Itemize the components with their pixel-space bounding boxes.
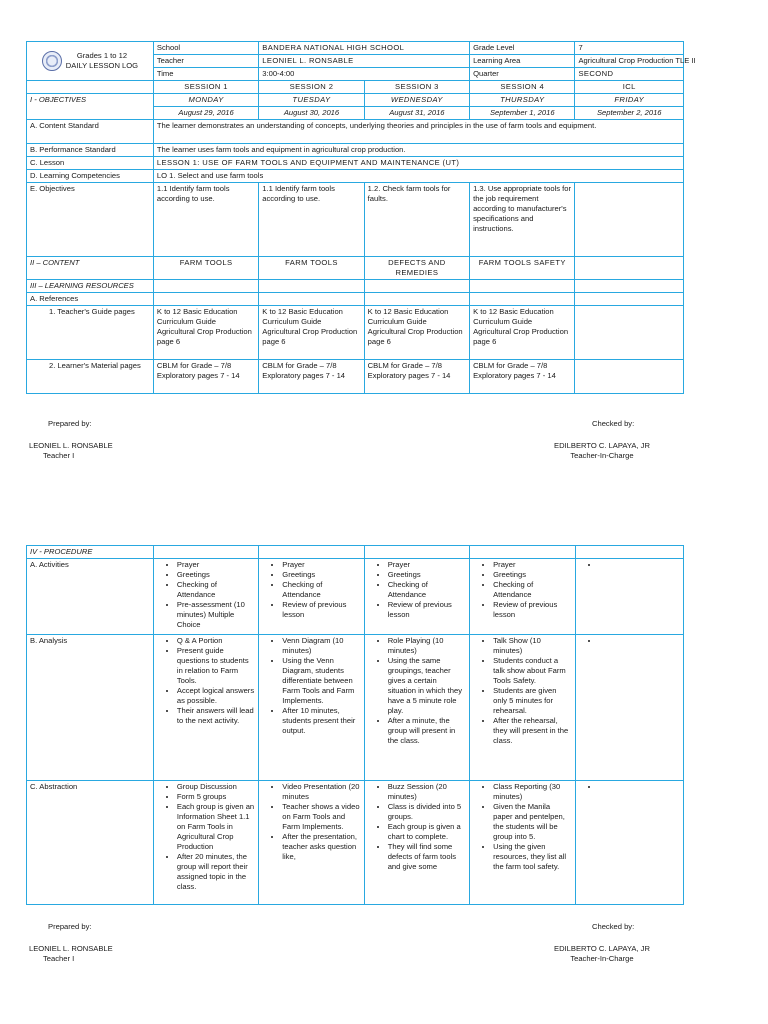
objective-session-4: 1.3. Use appropriate tools for the job requirement according to manufacturer's specifications and instructions.	[470, 183, 575, 257]
area-label: Learning Area	[470, 55, 575, 68]
bullet-item: • Using the same groupings, teacher gives a certain situation in which they have a 5 minute role play.	[388, 656, 466, 716]
checker-block	[554, 441, 650, 461]
activities-label: A. Activities	[27, 559, 154, 635]
objectives-section-label: I - OBJECTIVES	[27, 94, 154, 120]
bullet-item: • Class Reporting (30 minutes)	[493, 782, 571, 802]
learners-material-label: 2. Learner's Material pages	[27, 360, 154, 394]
performance-standard-label: B. Performance Standard	[27, 144, 154, 157]
abstraction-label: C. Abstraction	[27, 781, 154, 905]
time-label: Time	[153, 68, 258, 81]
session-1-day: MONDAY	[153, 94, 258, 107]
bullet-item: • After 20 minutes, the group will report their assigned topic in the class.	[177, 852, 255, 892]
bullet-item: • Greetings	[282, 570, 360, 580]
bullet-item: • Review of previous lesson	[282, 600, 360, 620]
content-session-2: FARM TOOLS	[259, 257, 364, 280]
resources-section-label: III – LEARNING RESOURCES	[27, 280, 154, 293]
material-session-1: CBLM for Grade – 7/8 Exploratory pages 7 - 14	[153, 360, 258, 394]
header-logo-cell	[27, 42, 154, 81]
bullet-item	[599, 560, 680, 570]
session-5-name: ICL	[575, 81, 684, 94]
checker-name-2: EDILBERTO C. LAPAYA, JR	[554, 944, 650, 953]
school-value: BANDERA NATIONAL HIGH SCHOOL	[259, 42, 470, 55]
competencies-value: LO 1. Select and use farm tools	[153, 170, 683, 183]
bullet-item: • Using the given resources, they list all the farm tool safety.	[493, 842, 571, 872]
bullet-item: • Greetings	[388, 570, 466, 580]
prepared-by-label: Prepared by:	[48, 419, 92, 428]
grade-label: Grade Level	[470, 42, 575, 55]
bullet-item: • Each group is given a chart to complete.	[388, 822, 466, 842]
bullet-item: • Accept logical answers as possible.	[177, 686, 255, 706]
abstraction-list-3	[368, 782, 466, 872]
bullet-item: • Checking of Attendance	[282, 580, 360, 600]
activities-list-3	[368, 560, 466, 620]
abstraction-row	[27, 781, 684, 905]
bullet-item: • Review of previous lesson	[388, 600, 466, 620]
abstraction-list-2	[262, 782, 360, 862]
grades-label: Grades 1 to 12	[76, 51, 128, 60]
analysis-row	[27, 635, 684, 781]
bullet-item: • Checking of Attendance	[177, 580, 255, 600]
session-1-name: SESSION 1	[153, 81, 258, 94]
bullet-item: • Form 5 groups	[177, 792, 255, 802]
preparer-name: LEONIEL L. RONSABLE	[29, 441, 113, 450]
bullet-item: • Checking of Attendance	[388, 580, 466, 600]
procedure-section-label: IV - PROCEDURE	[27, 546, 154, 559]
abstraction-list-4	[473, 782, 571, 872]
checker-title-2: Teacher-In-Charge	[570, 954, 634, 963]
checker-name: EDILBERTO C. LAPAYA, JR	[554, 441, 650, 450]
content-session-3: DEFECTS AND REMEDIES	[364, 257, 469, 280]
session-2-name: SESSION 2	[259, 81, 364, 94]
bullet-item: • Given the Manila paper and pentelpen, the students will be group into 5.	[493, 802, 571, 842]
checked-by-label: Checked by:	[592, 419, 635, 428]
activities-list-5	[579, 560, 680, 570]
bullet-item: • Checking of Attendance	[493, 580, 571, 600]
bullet-item: • Prayer	[388, 560, 466, 570]
bullet-item	[599, 636, 680, 646]
bullet-item: • Prayer	[177, 560, 255, 570]
bullet-item: • Q & A Portion	[177, 636, 255, 646]
content-standard-value: The learner demonstrates an understanding of concepts, underlying theories and principles in the use of farm tools and equipment.	[153, 120, 683, 144]
guide-session-2: K to 12 Basic Education Curriculum Guide Agricultural Crop Production page 6	[259, 306, 364, 360]
lesson-label: C. Lesson	[27, 157, 154, 170]
guide-session-1: K to 12 Basic Education Curriculum Guide Agricultural Crop Production page 6	[153, 306, 258, 360]
bullet-item: • Class is divided into 5 groups.	[388, 802, 466, 822]
bullet-item: • Talk Show (10 minutes)	[493, 636, 571, 656]
preparer-name-2: LEONIEL L. RONSABLE	[29, 944, 113, 953]
bullet-item: • Buzz Session (20 minutes)	[388, 782, 466, 802]
bullet-item: • Using the Venn Diagram, students differentiate between Farm Tools and Farm Implements.	[282, 656, 360, 706]
area-value: Agricultural Crop Production TLE II	[575, 55, 684, 68]
bullet-item	[599, 782, 680, 792]
analysis-label: B. Analysis	[27, 635, 154, 781]
analysis-list-5	[579, 636, 680, 646]
activities-list-4	[473, 560, 571, 620]
procedure-table	[26, 545, 684, 905]
bullet-item: • After a minute, the group will present in the class.	[388, 716, 466, 746]
session-4-name: SESSION 4	[470, 81, 575, 94]
material-session-4: CBLM for Grade – 7/8 Exploratory pages 7 - 14	[470, 360, 575, 394]
preparer-title: Teacher I	[43, 451, 75, 460]
bullet-item: • Present guide questions to students in relation to Farm Tools.	[177, 646, 255, 686]
log-title: DAILY LESSON LOG	[65, 61, 139, 70]
session-4-date: September 1, 2016	[470, 107, 575, 120]
bullet-item: • After the rehearsal, they will present in the class.	[493, 716, 571, 746]
objective-session-2: 1.1 Identify farm tools according to use.	[259, 183, 364, 257]
performance-standard-value: The learner uses farm tools and equipment in agricultural crop production.	[153, 144, 683, 157]
abstraction-list-5	[579, 782, 680, 792]
bullet-item: • Group Discussion	[177, 782, 255, 792]
teacher-value: LEONIEL L. RONSABLE	[259, 55, 470, 68]
bullet-item: • Teacher shows a video on Farm Tools and Farm Implements.	[282, 802, 360, 832]
activities-list-1	[157, 560, 255, 630]
activities-list-2	[262, 560, 360, 620]
lesson-log-table	[26, 41, 696, 394]
checker-title: Teacher-In-Charge	[570, 451, 634, 460]
objective-session-1: 1.1 Identify farm tools according to use.	[153, 183, 258, 257]
content-session-5	[575, 257, 684, 280]
objectives-label: E. Objectives	[27, 183, 154, 257]
session-3-date: August 31, 2016	[364, 107, 469, 120]
session-3-day: WEDNESDAY	[364, 94, 469, 107]
bullet-item: • Each group is given an Information Sheet 1.1 on Farm Tools in Agricultural Crop Production	[177, 802, 255, 852]
abstraction-list-1	[157, 782, 255, 892]
guide-session-5	[575, 306, 684, 360]
session-5-day: FRIDAY	[575, 94, 684, 107]
bullet-item: • Prayer	[282, 560, 360, 570]
bullet-item: • Pre-assessment (10 minutes) Multiple Choice	[177, 600, 255, 630]
activities-row	[27, 559, 684, 635]
preparer-block	[29, 441, 113, 461]
time-value: 3:00-4:00	[259, 68, 470, 81]
session-1-date: August 29, 2016	[153, 107, 258, 120]
bullet-item: • Review of previous lesson	[493, 600, 571, 620]
bullet-item: • Greetings	[177, 570, 255, 580]
school-label: School	[153, 42, 258, 55]
bullet-item: • After 10 minutes, students present their output.	[282, 706, 360, 736]
checked-by-label-2: Checked by:	[592, 922, 635, 931]
bullet-item: • Video Presentation (20 minutes	[282, 782, 360, 802]
bullet-item: • Prayer	[493, 560, 571, 570]
bullet-item: • Role Playing (10 minutes)	[388, 636, 466, 656]
grade-value: 7	[575, 42, 684, 55]
bullet-item: • They will find some defects of farm tools and give some	[388, 842, 466, 872]
checker-block-2	[554, 944, 650, 964]
session-3-name: SESSION 3	[364, 81, 469, 94]
content-section-label: II – CONTENT	[27, 257, 154, 280]
competencies-label: D. Learning Competencies	[27, 170, 154, 183]
prepared-by-label-2: Prepared by:	[48, 922, 92, 931]
preparer-title-2: Teacher I	[43, 954, 75, 963]
session-2-date: August 30, 2016	[259, 107, 364, 120]
material-session-3: CBLM for Grade – 7/8 Exploratory pages 7 - 14	[364, 360, 469, 394]
session-5-date: September 2, 2016	[575, 107, 684, 120]
lesson-value: LESSON 1: USE OF FARM TOOLS AND EQUIPMENT AND MAINTENANCE (UT)	[153, 157, 683, 170]
teacher-label: Teacher	[153, 55, 258, 68]
quarter-label: Quarter	[470, 68, 575, 81]
teachers-guide-label: 1. Teacher's Guide pages	[27, 306, 154, 360]
session-2-day: TUESDAY	[259, 94, 364, 107]
analysis-list-1	[157, 636, 255, 726]
guide-session-3: K to 12 Basic Education Curriculum Guide Agricultural Crop Production page 6	[364, 306, 469, 360]
analysis-list-3	[368, 636, 466, 746]
bullet-item: • Students are given only 5 minutes for rehearsal.	[493, 686, 571, 716]
quarter-value: SECOND	[575, 68, 684, 81]
bullet-item: • Students conduct a talk show about Farm Tools Safety.	[493, 656, 571, 686]
bullet-item: • Venn Diagram (10 minutes)	[282, 636, 360, 656]
content-standard-label: A. Content Standard	[27, 120, 154, 144]
preparer-block-2	[29, 944, 113, 964]
bullet-item: • Greetings	[493, 570, 571, 580]
analysis-list-4	[473, 636, 571, 746]
deped-seal-icon	[42, 51, 62, 71]
analysis-list-2	[262, 636, 360, 736]
material-session-2: CBLM for Grade – 7/8 Exploratory pages 7 - 14	[259, 360, 364, 394]
references-label: A. References	[27, 293, 154, 306]
content-session-1: FARM TOOLS	[153, 257, 258, 280]
session-4-day: THURSDAY	[470, 94, 575, 107]
bullet-item: • Their answers will lead to the next activity.	[177, 706, 255, 726]
bullet-item: • After the presentation, teacher asks question like,	[282, 832, 360, 862]
material-session-5	[575, 360, 684, 394]
guide-session-4: K to 12 Basic Education Curriculum Guide Agricultural Crop Production page 6	[470, 306, 575, 360]
content-session-4: FARM TOOLS SAFETY	[470, 257, 575, 280]
objective-session-5	[575, 183, 684, 257]
objective-session-3: 1.2. Check farm tools for faults.	[364, 183, 469, 257]
